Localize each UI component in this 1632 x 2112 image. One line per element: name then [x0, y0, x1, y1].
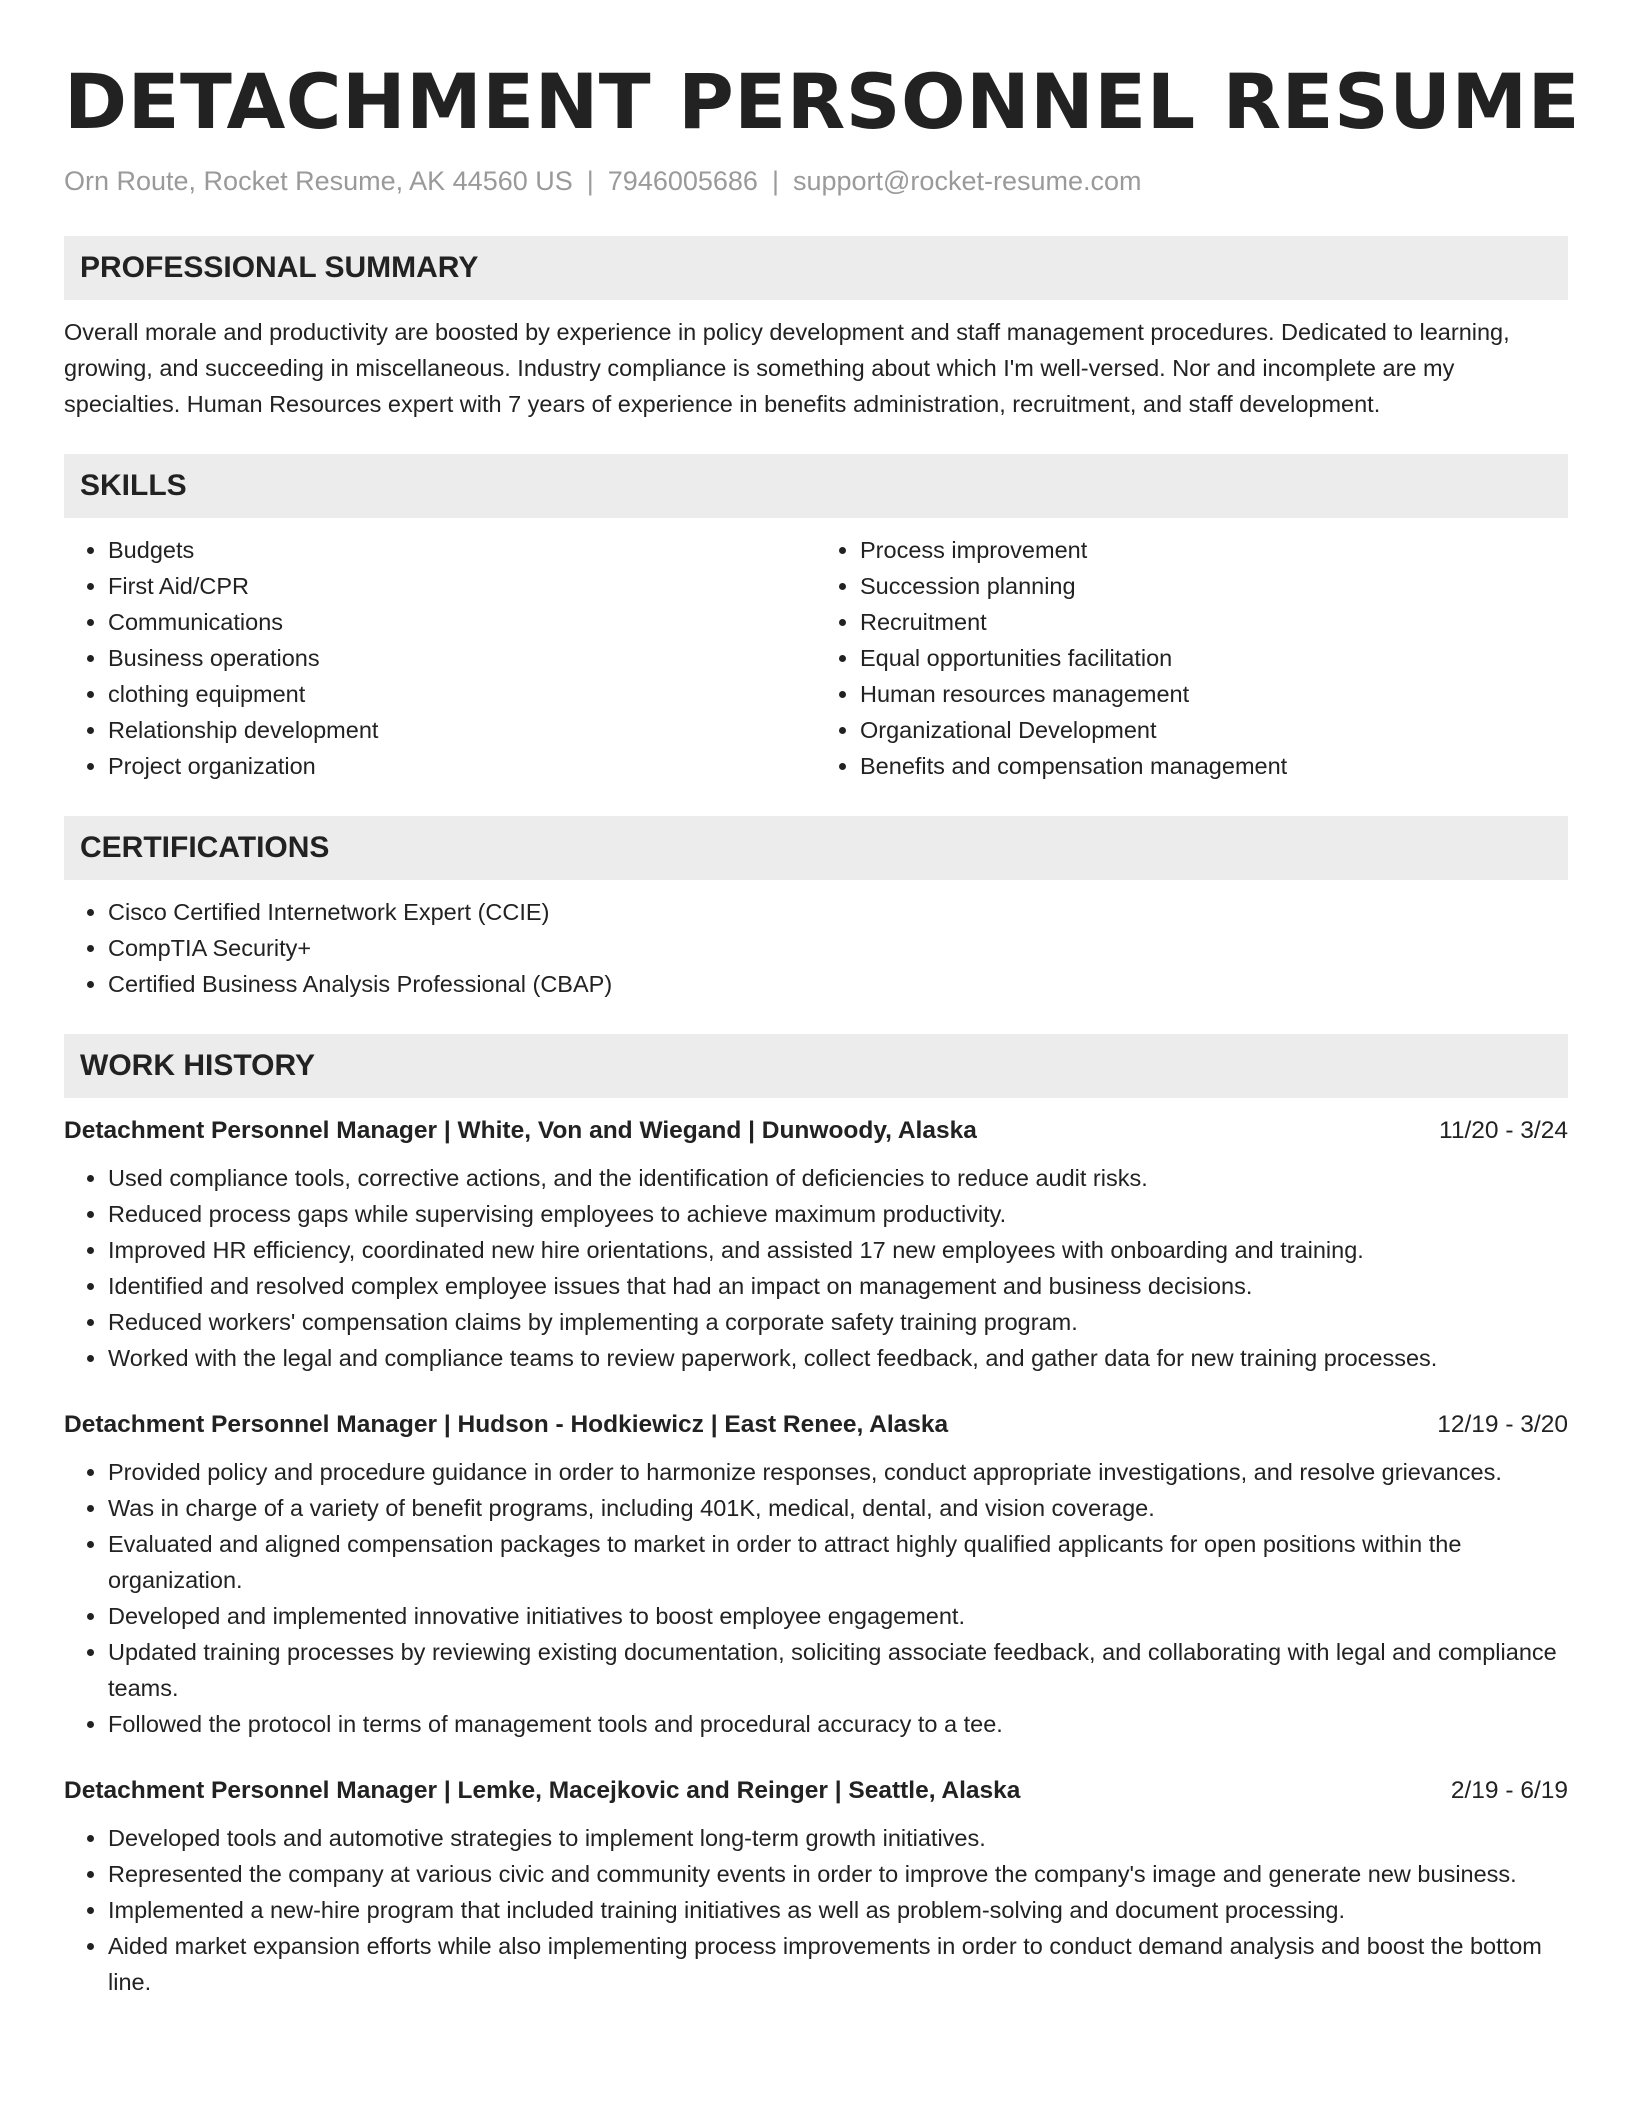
job-dates: 12/19 - 3/20: [1437, 1411, 1568, 1438]
job-bullet: • Improved HR efficiency, coordinated new hire orientations, and assisted 17 new employees with onboarding and training.: [108, 1232, 1568, 1268]
certifications-list: [64, 894, 1568, 1002]
work-history-section: [64, 1034, 1568, 2000]
summary-heading: PROFESSIONAL SUMMARY: [64, 236, 1568, 300]
skill-item: • clothing equipment: [108, 676, 816, 712]
skill-item: • Business operations: [108, 640, 816, 676]
skill-item: • Recruitment: [860, 604, 1568, 640]
skill-item: • Project organization: [108, 748, 816, 784]
skills-heading: SKILLS: [64, 454, 1568, 518]
certification-item: • CompTIA Security+: [108, 930, 1568, 966]
job-entry: [64, 1774, 1568, 2000]
skill-item: • Human resources management: [860, 676, 1568, 712]
job-bullets: [64, 1160, 1568, 1376]
job-bullet: • Aided market expansion efforts while also implementing process improvements in order to conduct demand analysis and boost the bottom line.: [108, 1928, 1568, 2000]
contact-email[interactable]: support@rocket-resume.com: [792, 166, 1142, 196]
skills-list-right: [816, 532, 1568, 784]
job-bullet: • Represented the company at various civic and community events in order to improve the company's image and generate new business.: [108, 1856, 1568, 1892]
skill-item: • Organizational Development: [860, 712, 1568, 748]
job-title: Detachment Personnel Manager | Hudson - Hodkiewicz | East Renee, Alaska: [64, 1411, 949, 1438]
skill-item: • Equal opportunities facilitation: [860, 640, 1568, 676]
skill-item: • Relationship development: [108, 712, 816, 748]
job-dates: 2/19 - 6/19: [1450, 1777, 1568, 1804]
contact-separator: |: [586, 166, 594, 196]
resume-title: DETACHMENT PERSONNEL RESUME: [64, 57, 1581, 146]
certifications-section: [64, 816, 1568, 1002]
job-bullet: • Developed and implemented innovative initiatives to boost employee engagement.: [108, 1598, 1568, 1634]
job-bullet: • Reduced workers' compensation claims by implementing a corporate safety training program.: [108, 1304, 1568, 1340]
skill-item: • Benefits and compensation management: [860, 748, 1568, 784]
contact-address: Orn Route, Rocket Resume, AK 44560 US: [64, 166, 573, 196]
skills-columns: [64, 532, 1568, 784]
certification-item: • Cisco Certified Internetwork Expert (CCIE): [108, 894, 1568, 930]
skill-item: • Process improvement: [860, 532, 1568, 568]
job-title: Detachment Personnel Manager | White, Von and Wiegand | Dunwoody, Alaska: [64, 1117, 977, 1144]
skill-item: • First Aid/CPR: [108, 568, 816, 604]
summary-section: [64, 236, 1568, 422]
job-bullet: • Developed tools and automotive strategies to implement long-term growth initiatives.: [108, 1820, 1568, 1856]
job-bullet: • Implemented a new-hire program that included training initiatives as well as problem-solving and document processing.: [108, 1892, 1568, 1928]
contact-separator: |: [771, 166, 779, 196]
skills-list-left: [64, 532, 816, 784]
job-bullet: • Updated training processes by reviewing existing documentation, soliciting associate feedback, and collaborating with legal and compliance teams.: [108, 1634, 1568, 1706]
job-entry: [64, 1408, 1568, 1742]
summary-text: Overall morale and productivity are boosted by experience in policy development and staff management procedures. Dedicated to learning, growing, and succeeding in miscellaneous. Industry compliance is something about which I'm well-versed. Nor and incomplete are my specialties. Human Resources expert with 7 years of experience in benefits administration, recruitment, and staff development.: [64, 319, 1510, 417]
skill-item: • Communications: [108, 604, 816, 640]
contact-phone: 7946005686: [607, 166, 758, 196]
work-history-heading: WORK HISTORY: [64, 1034, 1568, 1098]
job-bullet: • Provided policy and procedure guidance in order to harmonize responses, conduct appropriate investigations, and resolve grievances.: [108, 1454, 1568, 1490]
job-bullet: • Identified and resolved complex employee issues that had an impact on management and business decisions.: [108, 1268, 1568, 1304]
job-bullet: • Followed the protocol in terms of management tools and procedural accuracy to a tee.: [108, 1706, 1568, 1742]
contact-line: [64, 164, 1568, 198]
job-title: Detachment Personnel Manager | Lemke, Macejkovic and Reinger | Seattle, Alaska: [64, 1777, 1021, 1804]
job-header: [64, 1774, 1568, 1808]
job-bullet: • Evaluated and aligned compensation packages to market in order to attract highly qualified applicants for open positions within the organization.: [108, 1526, 1568, 1598]
job-dates: 11/20 - 3/24: [1439, 1117, 1568, 1144]
job-entry: [64, 1114, 1568, 1376]
job-header: [64, 1408, 1568, 1442]
skills-section: [64, 454, 1568, 784]
skill-item: • Succession planning: [860, 568, 1568, 604]
skill-item: • Budgets: [108, 532, 816, 568]
certifications-heading: CERTIFICATIONS: [64, 816, 1568, 880]
job-bullet: • Reduced process gaps while supervising employees to achieve maximum productivity.: [108, 1196, 1568, 1232]
job-bullet: • Was in charge of a variety of benefit programs, including 401K, medical, dental, and vision coverage.: [108, 1490, 1568, 1526]
job-bullet: • Worked with the legal and compliance teams to review paperwork, collect feedback, and gather data for new training processes.: [108, 1340, 1568, 1376]
certification-item: • Certified Business Analysis Professional (CBAP): [108, 966, 1568, 1002]
job-bullets: [64, 1820, 1568, 2000]
job-bullets: [64, 1454, 1568, 1742]
job-bullet: • Used compliance tools, corrective actions, and the identification of deficiencies to reduce audit risks.: [108, 1160, 1568, 1196]
job-header: [64, 1114, 1568, 1148]
